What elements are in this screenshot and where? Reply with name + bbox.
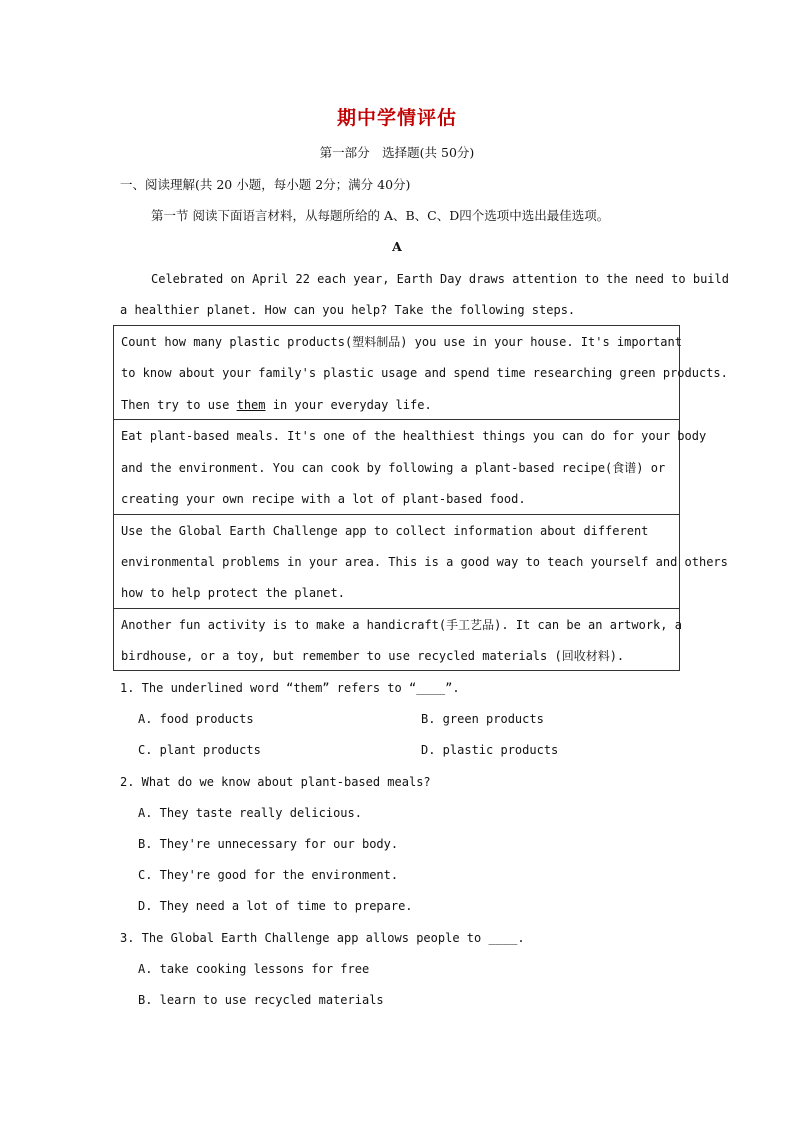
step-2-line-1: Eat plant-based meals. It's one of the healthiest things you can do for your body [121, 429, 707, 443]
question-2-option-a[interactable]: A. They taste really delicious. [138, 806, 362, 820]
step-1-text-b: in your everyday life. [265, 398, 432, 412]
question-1-option-b[interactable]: B. green products [421, 712, 544, 726]
step-2-line-2: and the environment. You can cook by following a plant-based recipe(食谱) or [121, 461, 666, 475]
step-2-line-3: creating your own recipe with a lot of plant-based food. [121, 492, 526, 506]
question-1-stem: 1. The underlined word “them” refers to “____”. [120, 681, 460, 695]
question-1-option-c[interactable]: C. plant products [138, 743, 261, 757]
question-2-option-b[interactable]: B. They're unnecessary for our body. [138, 837, 399, 851]
step-3-line-1: Use the Global Earth Challenge app to collect information about different [121, 524, 649, 538]
step-1-line-1: Count how many plastic products(塑料制品) you use in your house. It's important [121, 335, 682, 349]
question-3-option-b[interactable]: B. learn to use recycled materials [138, 993, 384, 1007]
page-title: 期中学情评估 [336, 107, 457, 129]
subsection-instructions: 第一节 阅读下面语言材料，从每题所给的 A、B、C、D四个选项中选出最佳选项。 [151, 208, 610, 223]
step-row-3 [114, 515, 728, 609]
question-1-option-d[interactable]: D. plastic products [421, 743, 559, 757]
question-3-stem: 3. The Global Earth Challenge app allows people to ____. [120, 931, 525, 945]
step-1-line-2: to know about your family's plastic usage and spend time researching green products. [121, 366, 728, 380]
step-3-line-2: environmental problems in your area. This is a good way to teach yourself and others [121, 555, 728, 569]
step-3-line-3: how to help protect the planet. [121, 586, 345, 600]
step-row-4 [114, 609, 682, 672]
step-4-line-1: Another fun activity is to make a handicraft(手工艺品). It can be an artwork, a [121, 618, 682, 632]
step-4-line-2: birdhouse, or a toy, but remember to use recycled materials (回收材料). [121, 649, 625, 663]
passage-label: A [392, 239, 402, 254]
step-1-line-3 [121, 396, 432, 414]
question-2-option-d[interactable]: D. They need a lot of time to prepare. [138, 899, 413, 913]
underlined-word-them: them [236, 398, 266, 412]
question-3-option-a[interactable]: A. take cooking lessons for free [138, 962, 370, 976]
question-2-option-c[interactable]: C. They're good for the environment. [138, 868, 399, 882]
passage-intro-line-1: Celebrated on April 22 each year, Earth Day draws attention to the need to build [151, 272, 729, 286]
step-row-1 [114, 326, 728, 420]
question-2-stem: 2. What do we know about plant-based meals? [120, 775, 431, 789]
steps-table [113, 325, 728, 671]
step-1-text-a: Then try to use [121, 398, 237, 412]
passage-intro-line-2: a healthier planet. How can you help? Take the following steps. [120, 303, 576, 317]
step-row-2 [114, 420, 707, 515]
section-heading: 一、阅读理解(共 20 小题，每小题 2分；满分 40分) [120, 177, 411, 192]
question-1-option-a[interactable]: A. food products [138, 712, 254, 726]
part-heading: 第一部分 选择题(共 50分) [319, 145, 475, 160]
